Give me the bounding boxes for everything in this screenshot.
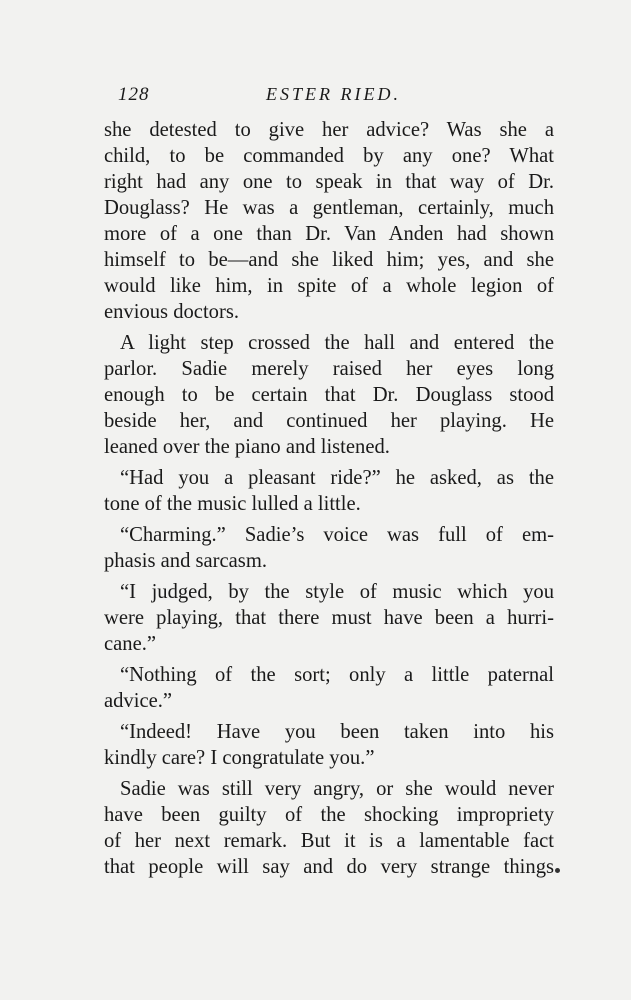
- page-number: 128: [118, 84, 150, 105]
- text-line: more of a one than Dr. Van Anden had shown: [104, 223, 554, 245]
- text-line: would like him, in spite of a whole legion of: [104, 275, 554, 297]
- text-line: phasis and sarcasm.: [104, 550, 267, 572]
- text-line: himself to be—and she liked him; yes, and she: [104, 249, 554, 271]
- text-line: Sadie was still very angry, or she would never: [120, 778, 554, 800]
- text-line: kindly care? I congratulate you.”: [104, 747, 375, 769]
- running-head: [104, 84, 554, 108]
- text-line: “Charming.” Sadie’s voice was full of em-: [120, 524, 554, 546]
- text-line: of her next remark. But it is a lamentable fact: [104, 830, 554, 852]
- ink-speck: [555, 868, 560, 873]
- text-line: she detested to give her advice? Was she a: [104, 119, 554, 141]
- text-line: “Nothing of the sort; only a little paternal: [120, 664, 554, 686]
- text-line: “I judged, by the style of music which you: [120, 581, 554, 603]
- body-text: [104, 117, 554, 880]
- text-line: envious doctors.: [104, 301, 239, 323]
- text-line: Douglass? He was a gentleman, certainly, much: [104, 197, 554, 219]
- text-line: that people will say and do very strange things: [104, 856, 554, 878]
- text-line: “Had you a pleasant ride?” he asked, as the: [120, 467, 554, 489]
- text-line: cane.”: [104, 633, 157, 655]
- text-line: were playing, that there must have been a hurri-: [104, 607, 554, 629]
- running-title: ESTER RIED.: [266, 84, 401, 104]
- text-line: “Indeed! Have you been taken into his: [120, 721, 554, 743]
- text-line: parlor. Sadie merely raised her eyes long: [104, 358, 554, 380]
- text-line: leaned over the piano and listened.: [104, 436, 390, 458]
- text-line: advice.”: [104, 690, 173, 712]
- text-line: enough to be certain that Dr. Douglass stood: [104, 384, 554, 406]
- text-line: child, to be commanded by any one? What: [104, 145, 554, 167]
- text-line: tone of the music lulled a little.: [104, 493, 361, 515]
- text-line: A light step crossed the hall and entered the: [120, 332, 554, 354]
- text-line: have been guilty of the shocking impropriety: [104, 804, 554, 826]
- text-line: beside her, and continued her playing. He: [104, 410, 554, 432]
- text-line: right had any one to speak in that way of Dr.: [104, 171, 554, 193]
